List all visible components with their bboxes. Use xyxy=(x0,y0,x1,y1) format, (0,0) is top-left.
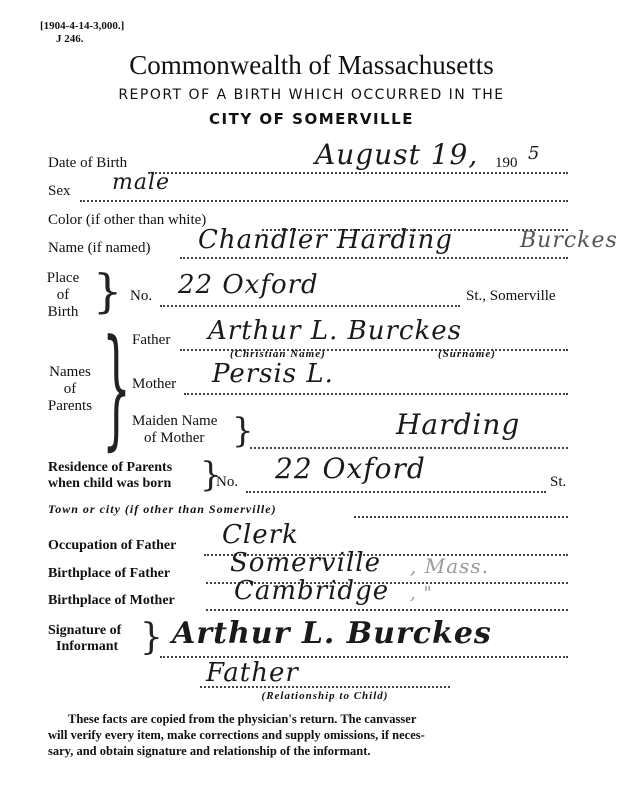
names-label-3: Parents xyxy=(47,398,93,414)
color-label: Color (if other than white) xyxy=(48,212,207,228)
place-no-label: No. xyxy=(130,288,153,304)
place-line xyxy=(160,305,460,307)
father-birthplace-state-entry: , Mass. xyxy=(410,554,490,578)
footer-note-line-1: These facts are copied from the physician's return. The canvasser xyxy=(68,712,417,726)
residence-label-1: Residence of Parents xyxy=(48,460,173,475)
mother-label: Mother xyxy=(132,376,177,392)
names-brace: } xyxy=(102,311,131,463)
residence-label-2: when child was born xyxy=(48,476,172,491)
child-surname-entry: Burckes xyxy=(520,228,618,253)
place-brace: } xyxy=(93,264,123,318)
names-label-2: of xyxy=(63,381,77,397)
town-line xyxy=(354,516,568,518)
signature-brace: } xyxy=(140,617,163,658)
maiden-line xyxy=(250,447,568,449)
maiden-brace: } xyxy=(232,411,254,451)
mother-name-entry: Persis L. xyxy=(212,359,334,389)
birthplace-father-label: Birthplace of Father xyxy=(48,566,171,581)
residence-street-entry: 22 Oxford xyxy=(275,452,426,485)
place-label-2: of xyxy=(56,287,70,303)
relationship-caption: (Relationship to Child) xyxy=(261,690,389,702)
date-of-birth-line xyxy=(148,172,568,174)
place-label-3: Birth xyxy=(47,304,79,320)
father-name-entry: Arthur L. Burckes xyxy=(208,316,462,346)
page-title: Commonwealth of Massachusetts xyxy=(129,50,494,80)
mother-birthplace-entry: Cambridge xyxy=(234,576,390,606)
name-line xyxy=(180,257,568,259)
place-label-1: Place xyxy=(46,270,80,286)
christian-name-caption: (Christian Name) xyxy=(230,348,326,360)
birthplace-mother-line xyxy=(206,609,568,611)
signature-label-1: Signature of xyxy=(48,623,122,638)
place-st-somerville-label: St., Somerville xyxy=(466,288,556,304)
relationship-line xyxy=(200,686,450,688)
year-prefix-label: 190 xyxy=(495,155,518,171)
residence-brace: } xyxy=(200,455,222,495)
date-of-birth-entry: August 19, xyxy=(315,138,479,171)
form-number: J 246. xyxy=(56,33,84,45)
father-label: Father xyxy=(132,332,171,348)
footer-note-line-3: sary, and obtain signature and relationship of the informant. xyxy=(48,744,371,758)
place-street-entry: 22 Oxford xyxy=(178,270,319,300)
occupation-entry: Clerk xyxy=(222,520,299,550)
form-code: [1904-4-14-3,000.] xyxy=(40,20,125,32)
birthplace-mother-label: Birthplace of Mother xyxy=(48,593,175,608)
names-label-1: Names xyxy=(49,364,91,380)
year-digit-entry: 5 xyxy=(528,143,541,164)
signature-label-2: Informant xyxy=(56,639,119,654)
occupation-label: Occupation of Father xyxy=(48,538,177,553)
sex-entry: male xyxy=(112,170,171,195)
sex-line xyxy=(80,200,568,202)
child-name-entry: Chandler Harding xyxy=(198,225,453,255)
maiden-name-label-1: Maiden Name xyxy=(132,413,218,429)
residence-line xyxy=(246,491,546,493)
father-birthplace-entry: Somerville xyxy=(230,548,381,578)
report-subtitle: REPORT OF A BIRTH WHICH OCCURRED IN THE xyxy=(118,87,505,103)
maiden-name-label-2: of Mother xyxy=(144,430,205,446)
town-label: Town or city (if other than Somerville) xyxy=(48,502,277,516)
residence-no-label: No. xyxy=(216,474,239,490)
mother-birthplace-state-entry: , " xyxy=(410,583,433,604)
city-heading: CITY OF SOMERVILLE xyxy=(209,110,414,128)
surname-caption: (Surname) xyxy=(438,348,496,360)
date-of-birth-label: Date of Birth xyxy=(48,155,128,171)
mother-line xyxy=(184,393,568,395)
sex-label: Sex xyxy=(48,183,71,199)
relationship-entry: Father xyxy=(206,658,299,688)
residence-st-label: St. xyxy=(550,474,567,490)
maiden-name-entry: Harding xyxy=(396,408,521,441)
footer-note-line-2: will verify every item, make corrections and supply omissions, if neces- xyxy=(48,728,425,742)
signature-entry: Arthur L. Burckes xyxy=(172,616,492,651)
name-label: Name (if named) xyxy=(48,240,151,256)
